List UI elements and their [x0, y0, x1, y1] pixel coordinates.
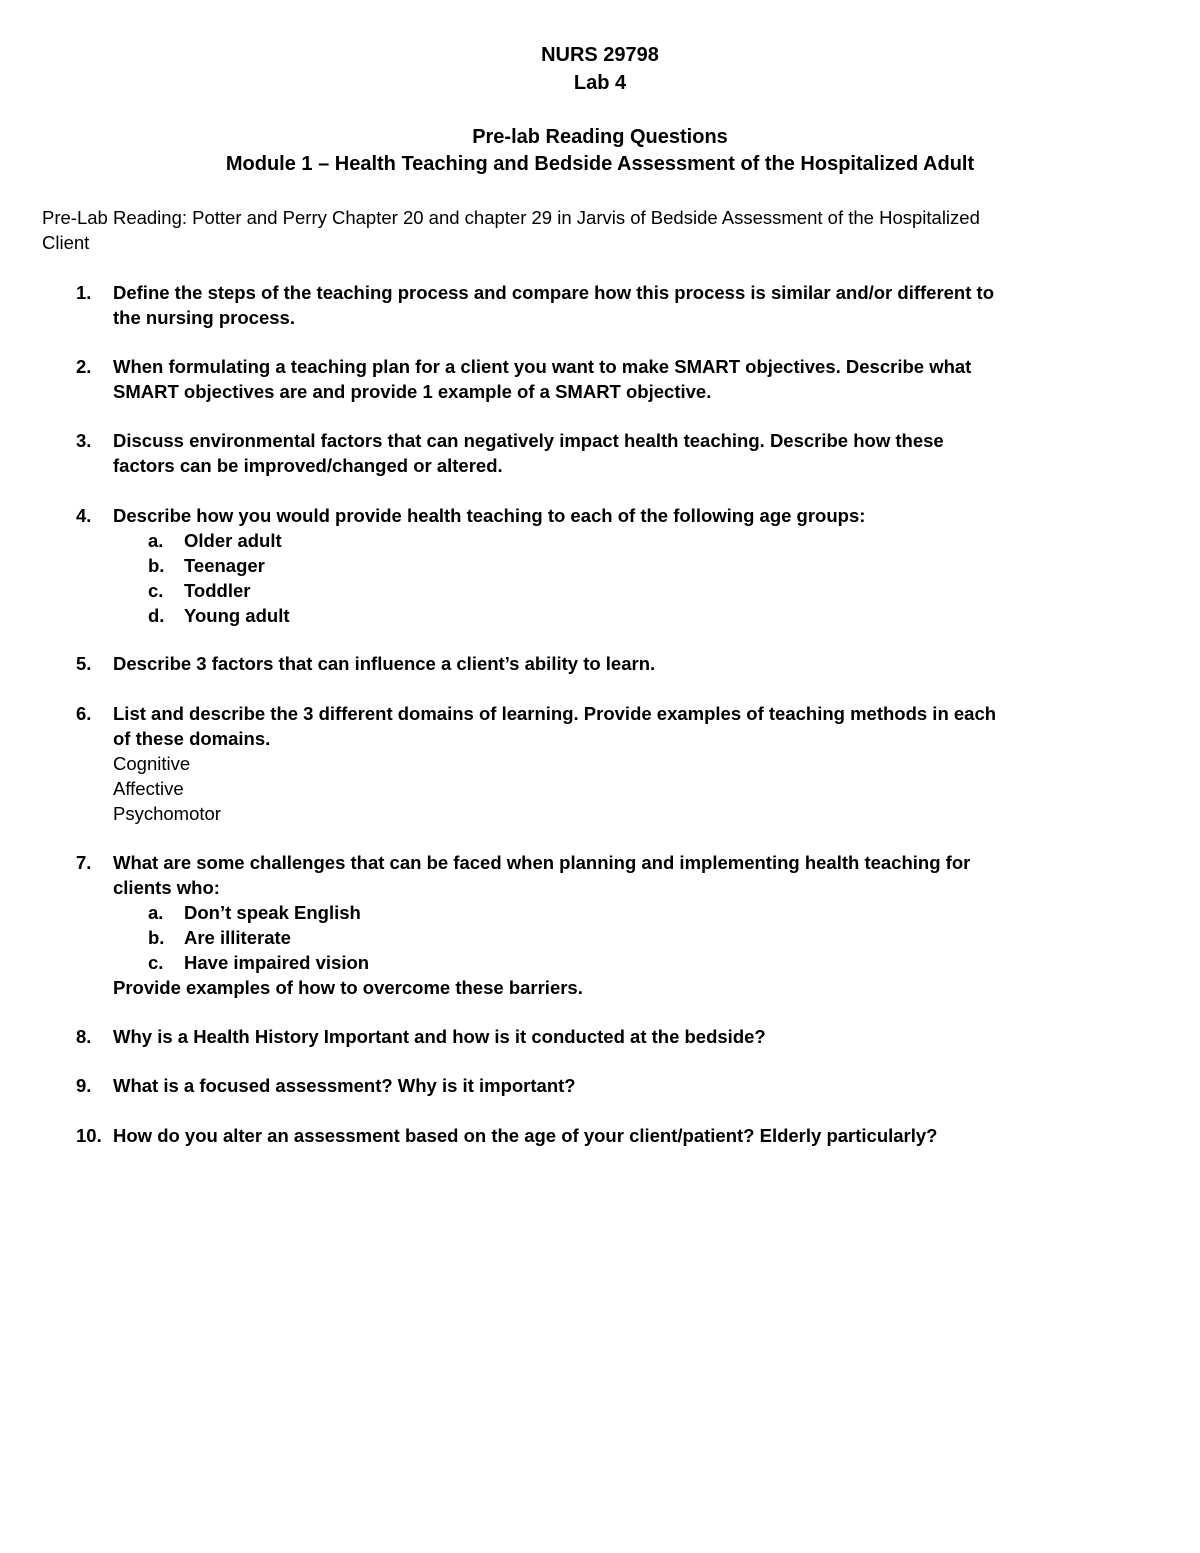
sub-item-letter: c. [148, 952, 164, 973]
domain-cognitive: Cognitive [113, 753, 191, 774]
domain-psychomotor: Psychomotor [113, 803, 221, 824]
question-number: 8. [76, 1026, 92, 1047]
lab-number [0, 70, 1200, 96]
question-line: clients who: [113, 877, 220, 898]
question-text [113, 354, 1163, 404]
question-text [113, 503, 1163, 628]
question-line: Discuss environmental factors that can negatively impact health teaching. Describe how these [113, 430, 944, 451]
question-line: List and describe the 3 different domains of learning. Provide examples of teaching methods in each [113, 703, 997, 724]
course-code: NURS 29798 [541, 44, 659, 66]
sub-item-text: Are illiterate [184, 927, 291, 948]
sub-item-text: Toddler [184, 580, 251, 601]
sub-item [113, 553, 1163, 578]
reading-line-2: Client [42, 232, 90, 253]
question-line: Describe 3 factors that can influence a client’s ability to learn. [113, 653, 656, 674]
sub-item-letter: c. [148, 580, 164, 601]
question-number: 10. [76, 1125, 102, 1146]
module-title: Module 1 – Health Teaching and Bedside Assessment of the Hospitalized Adult [225, 153, 975, 175]
sub-item [113, 950, 1163, 975]
question-text [113, 428, 1163, 478]
question-number: 5. [76, 653, 92, 674]
question-number: 9. [76, 1075, 92, 1096]
question-text [113, 651, 1163, 676]
question-number: 1. [76, 282, 92, 303]
question-line: What is a focused assessment? Why is it important? [113, 1075, 576, 1096]
question-line: the nursing process. [113, 307, 295, 328]
question-text [113, 850, 1163, 1000]
sub-item-letter: b. [148, 927, 165, 948]
reading-line-1: Pre-Lab Reading: Potter and Perry Chapter 20 and chapter 29 in Jarvis of Bedside Assessment of the Hospitalized [42, 207, 980, 228]
sub-item [113, 578, 1163, 603]
sub-item [113, 603, 1163, 628]
question-line: Why is a Health History Important and how is it conducted at the bedside? [113, 1026, 766, 1047]
sub-item-text: Don’t speak English [184, 902, 361, 923]
question-text [113, 701, 1163, 826]
pre-lab-reading [42, 205, 1162, 255]
question-line: of these domains. [113, 728, 271, 749]
sub-item [113, 925, 1163, 950]
question-text [113, 1024, 1163, 1049]
question-line: factors can be improved/changed or altered. [113, 455, 503, 476]
question-line: How do you alter an assessment based on the age of your client/patient? Elderly particularly? [113, 1125, 938, 1146]
sub-item-letter: a. [148, 530, 164, 551]
question-number: 6. [76, 703, 92, 724]
sub-item-letter: a. [148, 902, 164, 923]
sub-item-letter: b. [148, 555, 165, 576]
domain-affective: Affective [113, 778, 184, 799]
sub-item-text: Have impaired vision [184, 952, 370, 973]
question-number: 7. [76, 852, 92, 873]
question-number: 3. [76, 430, 92, 451]
sub-item-text: Young adult [184, 605, 290, 626]
question-line: What are some challenges that can be faced when planning and implementing health teaching for [113, 852, 971, 873]
question-number: 4. [76, 505, 92, 526]
question-number: 2. [76, 356, 92, 377]
sub-item-text: Older adult [184, 530, 282, 551]
sub-item [113, 900, 1163, 925]
question-text [113, 1073, 1163, 1098]
question-line: Describe how you would provide health teaching to each of the following age groups: [113, 505, 866, 526]
question-line: When formulating a teaching plan for a client you want to make SMART objectives. Describe what [113, 356, 972, 377]
question-text [113, 1123, 1163, 1148]
question-line: Define the steps of the teaching process and compare how this process is similar and/or different to [113, 282, 994, 303]
sub-item [113, 528, 1163, 553]
sub-item-letter: d. [148, 605, 165, 626]
document-title: Pre-lab Reading Questions [472, 126, 728, 148]
question-text [113, 280, 1163, 330]
question-followup: Provide examples of how to overcome these barriers. [113, 977, 583, 998]
sub-item-text: Teenager [184, 555, 265, 576]
lab-label: Lab 4 [573, 72, 627, 94]
question-line: SMART objectives are and provide 1 example of a SMART objective. [113, 381, 712, 402]
